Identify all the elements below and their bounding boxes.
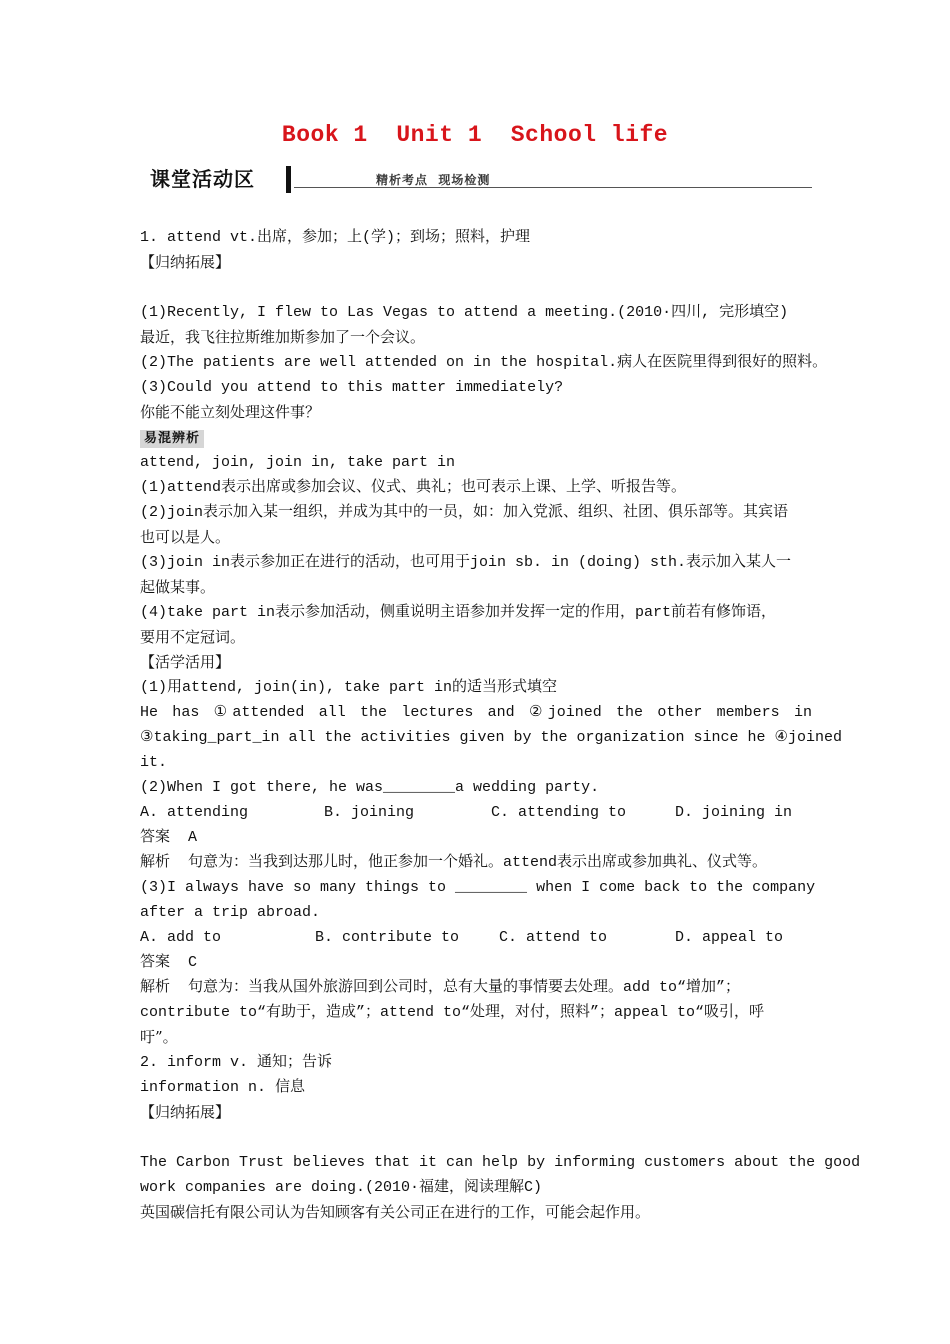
spacer xyxy=(140,275,812,300)
example-translation: 最近，我飞往拉斯维加斯参加了一个会议。 xyxy=(140,328,426,346)
section-label-guina: 【归纳拓展】 xyxy=(140,253,231,271)
entry-heading-attend: 1. attend vt.出席，参加；上(学)；到场；照料，护理 xyxy=(140,229,531,246)
option-d: D. joining in xyxy=(675,804,793,821)
yihun-point-cont: 要用不定冠词。 xyxy=(140,628,246,646)
answer-options xyxy=(140,800,812,825)
example-translation: 英国碳信托有限公司认为告知顾客有关公司正在进行的工作，可能会起作用。 xyxy=(140,1203,651,1221)
question-text: (3)I always have so many things to ________ when I come back to the company xyxy=(140,879,816,896)
example-sentence: work companies are doing.(2010·福建，阅读理解C) xyxy=(140,1179,543,1196)
yihun-heading: attend, join, join in, take part in xyxy=(140,454,456,471)
question-text: it. xyxy=(140,754,168,771)
section-label-huoxue: 【活学活用】 xyxy=(140,653,231,671)
entry-subheading: information n. 信息 xyxy=(140,1079,306,1096)
answer-key: 答案 A xyxy=(140,829,198,846)
document-title: Book 1 Unit 1 School life xyxy=(281,122,669,148)
option-c: C. attending to xyxy=(491,804,627,821)
banner-rule xyxy=(294,187,812,188)
entry-heading-inform: 2. inform v. 通知；告诉 xyxy=(140,1054,333,1071)
answer-options xyxy=(140,925,812,950)
answer-explanation: 解析 句意为：当我从国外旅游回到公司时，总有大量的事情要去处理。add to“增加”； xyxy=(140,979,741,996)
banner-sub-label: 精析考点 现场检测 xyxy=(376,173,491,187)
example-sentence: (2)The patients are well attended on in the hospital.病人在医院里得到很好的照料。 xyxy=(140,354,828,371)
section-banner xyxy=(140,164,812,194)
example-sentence: (3)Could you attend to this matter immediately? xyxy=(140,379,564,396)
question-heading: (1)用attend, join(in), take part in的适当形式填空 xyxy=(140,679,558,696)
yihun-point: (2)join表示加入某一组织，并成为其中的一员，如：加入党派、组织、社团、俱乐部等。其宾语 xyxy=(140,504,789,521)
example-sentence: The Carbon Trust believes that it can help by informing customers about the good xyxy=(140,1154,861,1171)
option-b: B. contribute to xyxy=(315,929,460,946)
answer-explanation: contribute to“有助于，造成”；attend to“处理，对付，照料”；appeal to“吸引，呼 xyxy=(140,1004,765,1021)
question-text: He has ①attended all the lectures and ②joined the other members in xyxy=(140,704,812,721)
banner-divider-bar xyxy=(286,166,291,193)
yihun-point-cont: 也可以是人。 xyxy=(140,528,231,546)
option-a: A. attending xyxy=(140,804,249,821)
answer-explanation: 解析 句意为：当我到达那儿时，他正参加一个婚礼。attend表示出席或参加典礼、仪式等。 xyxy=(140,854,768,871)
option-a: A. add to xyxy=(140,929,222,946)
option-c: C. attend to xyxy=(499,929,608,946)
yihun-tag: 易混辨析 xyxy=(140,430,204,448)
document-body xyxy=(140,225,861,1225)
section-label-guina: 【归纳拓展】 xyxy=(140,1103,231,1121)
question-text: (2)When I got there, he was________a wedding party. xyxy=(140,779,600,796)
yihun-tag-row xyxy=(140,425,812,450)
question-text: after a trip abroad. xyxy=(140,904,321,921)
example-translation: 你能不能立刻处理这件事？ xyxy=(140,403,321,421)
example-sentence: (1)Recently, I flew to Las Vegas to attend a meeting.(2010·四川, 完形填空) xyxy=(140,304,789,321)
yihun-point: (3)join in表示参加正在进行的活动，也可用于join sb. in (doing) sth.表示加入某人一 xyxy=(140,554,792,571)
option-b: B. joining xyxy=(324,804,415,821)
spacer xyxy=(140,1125,812,1150)
yihun-point-cont: 起做某事。 xyxy=(140,578,216,596)
answer-explanation: 吁”。 xyxy=(140,1028,178,1046)
banner-main-label: 课堂活动区 xyxy=(150,167,255,191)
answer-key: 答案 C xyxy=(140,954,198,971)
yihun-point: (4)take part in表示参加活动，侧重说明主语参加并发挥一定的作用，part前若有修饰语， xyxy=(140,604,777,621)
yihun-point: (1)attend表示出席或参加会议、仪式、典礼；也可表示上课、上学、听报告等。 xyxy=(140,479,687,496)
question-text: ③taking_part_in all the activities given by the organization since he ④joined xyxy=(140,729,843,746)
option-d: D. appeal to xyxy=(675,929,784,946)
